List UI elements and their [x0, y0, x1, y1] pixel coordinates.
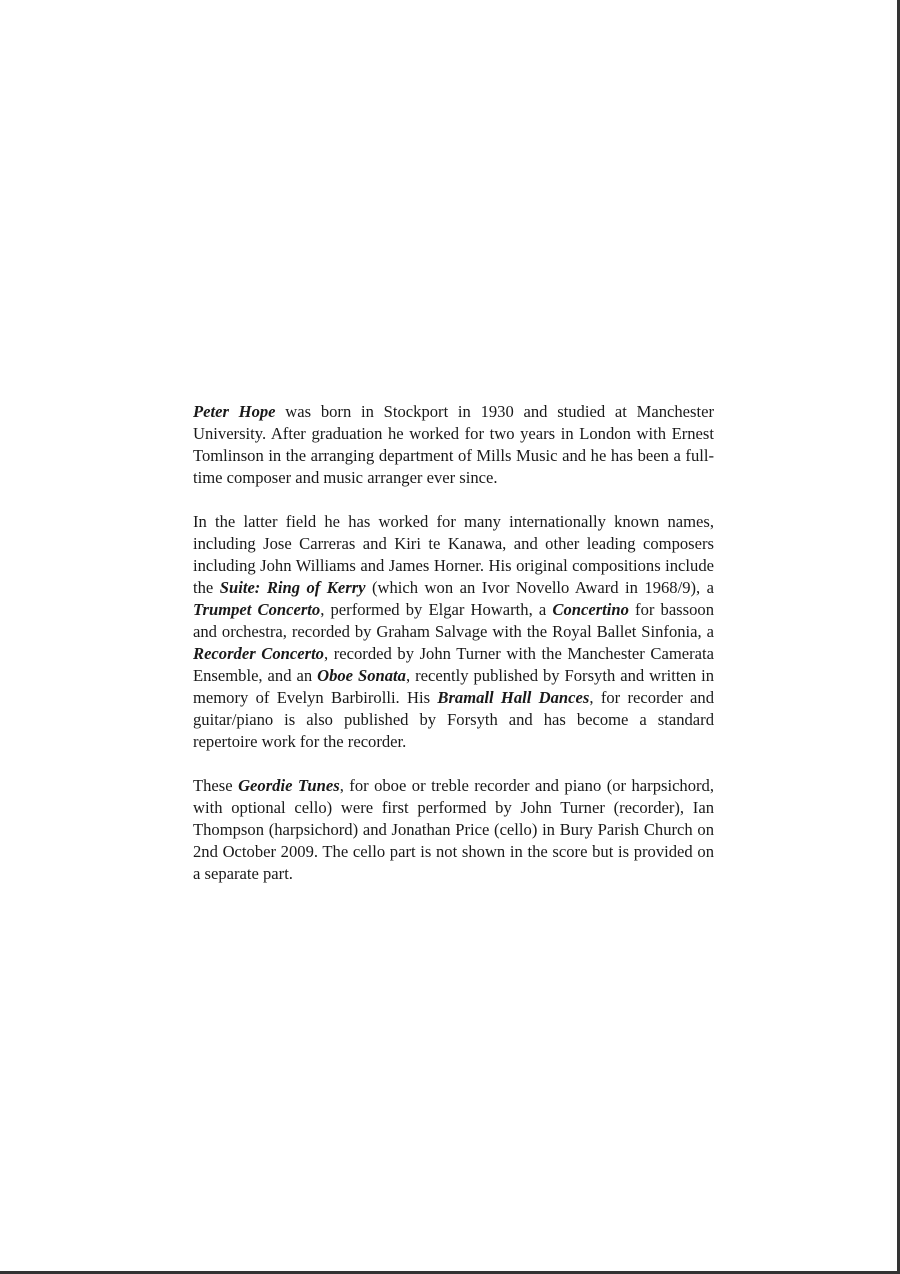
- text-run: , for recorder and guitar/piano is also published by Forsyth and has become a standard repertoire work for the recorder.: [193, 688, 714, 751]
- work-title: Suite: Ring of Kerry: [219, 578, 366, 597]
- text-run: , for oboe or treble recorder and piano (or harpsichord, with optional cello) were first performed by John Turner (recorder), Ian Thompson (harpsichord) and Jonathan Price (cello) in Bury Parish Church on 2nd October 2009. The cello part is not shown in the score but is provided on a separate part.: [193, 776, 714, 883]
- text-run: was born in Stockport in 1930 and studied at Manchester University. After graduation he worked for two years in London with Ernest Tomlinson in the arranging department of Mills Music and he has been a full-time composer and music arranger ever since.: [193, 402, 714, 487]
- work-title: Oboe Sonata: [317, 666, 406, 685]
- work-title: Concertino: [552, 600, 629, 619]
- text-run: , recently published by Forsyth and written in memory of Evelyn Barbirolli. His: [193, 666, 714, 707]
- work-title: Recorder Concerto: [193, 644, 324, 663]
- work-title: Geordie Tunes: [238, 776, 340, 795]
- text-run: (which won an Ivor Novello Award in 1968/9), a: [365, 578, 715, 597]
- paragraph-premiere: [193, 775, 714, 885]
- work-title: Trumpet Concerto: [193, 600, 321, 619]
- text-run: , performed by Elgar Howarth, a: [320, 600, 553, 619]
- paragraph-intro: [193, 401, 714, 489]
- paragraph-works: [193, 511, 714, 753]
- work-title: Bramall Hall Dances: [437, 688, 590, 707]
- text-run: In the latter field he has worked for many internationally known names, including Jose Carreras and Kiri te Kanawa, and other leading composers including John Williams and James Horner. His original compositions include the: [193, 512, 714, 597]
- text-run: for bassoon and orchestra, recorded by Graham Salvage with the Royal Ballet Sinfonia, a: [193, 600, 714, 641]
- text-run: , recorded by John Turner with the Manchester Camerata Ensemble, and an: [193, 644, 715, 685]
- biography-text: [193, 401, 714, 907]
- text-run: These: [193, 776, 239, 795]
- composer-name: Peter Hope: [193, 402, 276, 421]
